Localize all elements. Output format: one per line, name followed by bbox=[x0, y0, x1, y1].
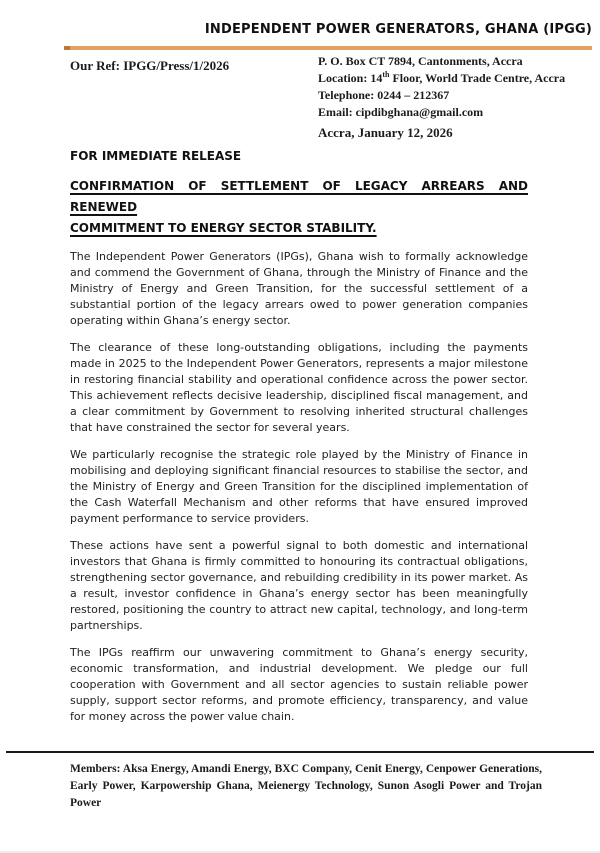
headline-line-2: COMMITMENT TO ENERGY SECTOR STABILITY. bbox=[70, 221, 377, 235]
body-paragraph: The Independent Power Generators (IPGs), Ghana wish to formally acknowledge and commend the Government of Ghana, through the Ministry of Finance and the Ministry of Energy and Green Transition, for the successful settlement of a substantial portion of the legacy arrears owed to power generation companies operating within Ghana’s energy sector. bbox=[70, 250, 528, 327]
accent-divider-rule bbox=[64, 46, 592, 50]
release-label: FOR IMMEDIATE RELEASE bbox=[70, 149, 242, 163]
headline-line-1: CONFIRMATION OF SETTLEMENT OF LEGACY ARREARS AND RENEWED bbox=[70, 179, 528, 214]
ordinal-superscript: th bbox=[382, 70, 390, 79]
reference-number: Our Ref: IPGG/Press/1/2026 bbox=[70, 58, 230, 73]
address-telephone: Telephone: 0244 – 212367 bbox=[318, 88, 450, 102]
address-email: Email: cipdibghana@gmail.com bbox=[318, 105, 484, 119]
body-paragraph: The IPGs reaffirm our unwavering commitment to Ghana’s energy security, economic transformation, and industrial development. We pledge our full cooperation with Government and all sector agencies to sustain reliable power supply, support sector reforms, and promote efficiency, transparency, and value for money across the power value chain. bbox=[70, 646, 528, 723]
organization-title: INDEPENDENT POWER GENERATORS, GHANA (IPGG) bbox=[204, 22, 592, 37]
body-paragraph: We particularly recognise the strategic role played by the Ministry of Finance in mobilising and deploying significant financial resources to stabilise the sector, and the Ministry of Energy and Green Transition for the disciplined implementation of the Cash Waterfall Mechanism and other reforms that have ensured improved payment performance to service providers. bbox=[70, 448, 528, 525]
address-location: Location: 14th Floor, World Trade Centre, Accra bbox=[318, 70, 566, 85]
dateline: Accra, January 12, 2026 bbox=[318, 125, 453, 140]
address-po-box: P. O. Box CT 7894, Cantonments, Accra bbox=[318, 54, 523, 68]
address-block bbox=[318, 53, 565, 121]
headline bbox=[70, 176, 528, 239]
footer-divider-rule bbox=[6, 751, 594, 753]
body-paragraph: The clearance of these long-outstanding obligations, including the payments made in 2025 to the Independent Power Generators, represents a major milestone in restoring financial stability and operational confidence across the power sector. This achievement reflects decisive leadership, disciplined fiscal management, and a clear commitment by Government to resolving inherited structural challenges that have constrained the sector for several years. bbox=[70, 341, 528, 434]
letter-body bbox=[70, 149, 528, 736]
members-note: Members: Aksa Energy, Amandi Energy, BXC Company, Cenit Energy, Cenpower Generations, Early Power, Karpowership Ghana, Meienergy Technology, Sunon Asogli Power and Trojan Power bbox=[70, 763, 542, 809]
body-paragraph: These actions have sent a powerful signal to both domestic and international investors that Ghana is firmly committed to honouring its contractual obligations, strengthening sector governance, and rebuilding credibility in its power market. As a result, investor confidence in Ghana’s energy sector has been meaningfully restored, positioning the country to attract new capital, technology, and long-term partnerships. bbox=[70, 539, 528, 632]
